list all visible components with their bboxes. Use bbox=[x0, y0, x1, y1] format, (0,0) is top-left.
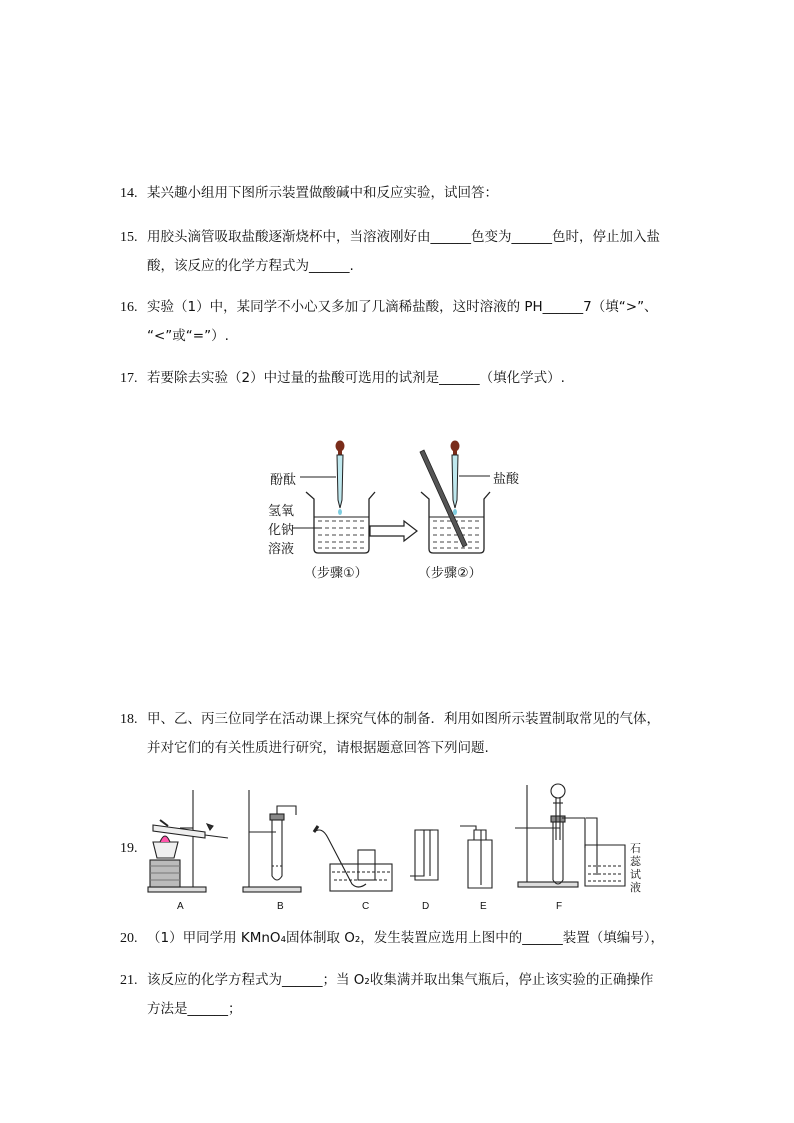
label-f: F bbox=[556, 901, 563, 912]
question-text-continued: 方法是______； bbox=[147, 1001, 242, 1017]
label-naoh-1: 氢氧 bbox=[268, 504, 295, 519]
question-text: 若要除去实验（2）中过量的盐酸可选用的试剂是______（填化学式）. bbox=[147, 370, 565, 386]
apparatus-a bbox=[148, 790, 228, 892]
question-number: 19. bbox=[120, 841, 138, 856]
label-d: D bbox=[422, 901, 430, 912]
question-text-continued: “<”或“=”）. bbox=[147, 328, 229, 344]
label-litmus-2: 蕊 bbox=[630, 856, 641, 868]
label-naoh-3: 溶液 bbox=[268, 542, 295, 557]
question-21 bbox=[120, 965, 653, 1024]
label-litmus-1: 石 bbox=[630, 843, 641, 855]
label-phenolphthalein: 酚酞 bbox=[270, 473, 297, 488]
label-e: E bbox=[480, 901, 487, 912]
question-number: 16. bbox=[120, 300, 138, 315]
label-litmus-4: 液 bbox=[630, 882, 641, 894]
apparatus-b bbox=[243, 790, 301, 892]
question-number: 14. bbox=[120, 186, 138, 201]
question-number: 21. bbox=[120, 973, 138, 988]
label-hcl: 盐酸 bbox=[493, 472, 520, 487]
question-text: （1）甲同学用 KMnO₄固体制取 O₂，发生装置应选用上图中的______装置（填编号）， bbox=[147, 930, 665, 946]
caption-step1: （步骤①） bbox=[304, 566, 368, 581]
question-text: 该反应的化学方程式为______；当 O₂收集满并取出集气瓶后，停止该实验的正确操作 bbox=[147, 972, 654, 988]
label-naoh-2: 化钠 bbox=[268, 523, 295, 538]
question-number: 20. bbox=[120, 931, 138, 946]
label-a: A bbox=[177, 901, 184, 912]
apparatus-e bbox=[460, 826, 492, 888]
question-text: 实验（1）中，某同学不小心又多加了几滴稀盐酸，这时溶液的 PH______7（填“>”、 bbox=[147, 299, 658, 315]
question-number: 15. bbox=[120, 230, 138, 245]
question-text-continued: 并对它们的有关性质进行研究，请根据题意回答下列问题. bbox=[147, 740, 489, 756]
apparatus-f bbox=[515, 784, 625, 887]
question-text: 某兴趣小组用下图所示装置做酸碱中和反应实验，试回答： bbox=[147, 185, 498, 201]
apparatus-d bbox=[410, 830, 438, 880]
label-c: C bbox=[362, 901, 370, 912]
question-number: 18. bbox=[120, 712, 138, 727]
question-number: 17. bbox=[120, 371, 138, 386]
caption-step2: （步骤②） bbox=[418, 566, 482, 581]
question-text-continued: 酸，该反应的化学方程式为______. bbox=[147, 258, 354, 274]
question-text: 用胶头滴管吸取盐酸逐渐烧杯中，当溶液刚好由______色变为______色时，停止加入盐 bbox=[147, 229, 660, 245]
apparatus-c bbox=[314, 826, 392, 891]
label-litmus-3: 试 bbox=[630, 869, 641, 881]
question-text: 甲、乙、丙三位同学在活动课上探究气体的制备．利用如图所示装置制取常见的气体， bbox=[147, 711, 660, 727]
label-b: B bbox=[277, 901, 284, 912]
question-20 bbox=[120, 923, 664, 954]
